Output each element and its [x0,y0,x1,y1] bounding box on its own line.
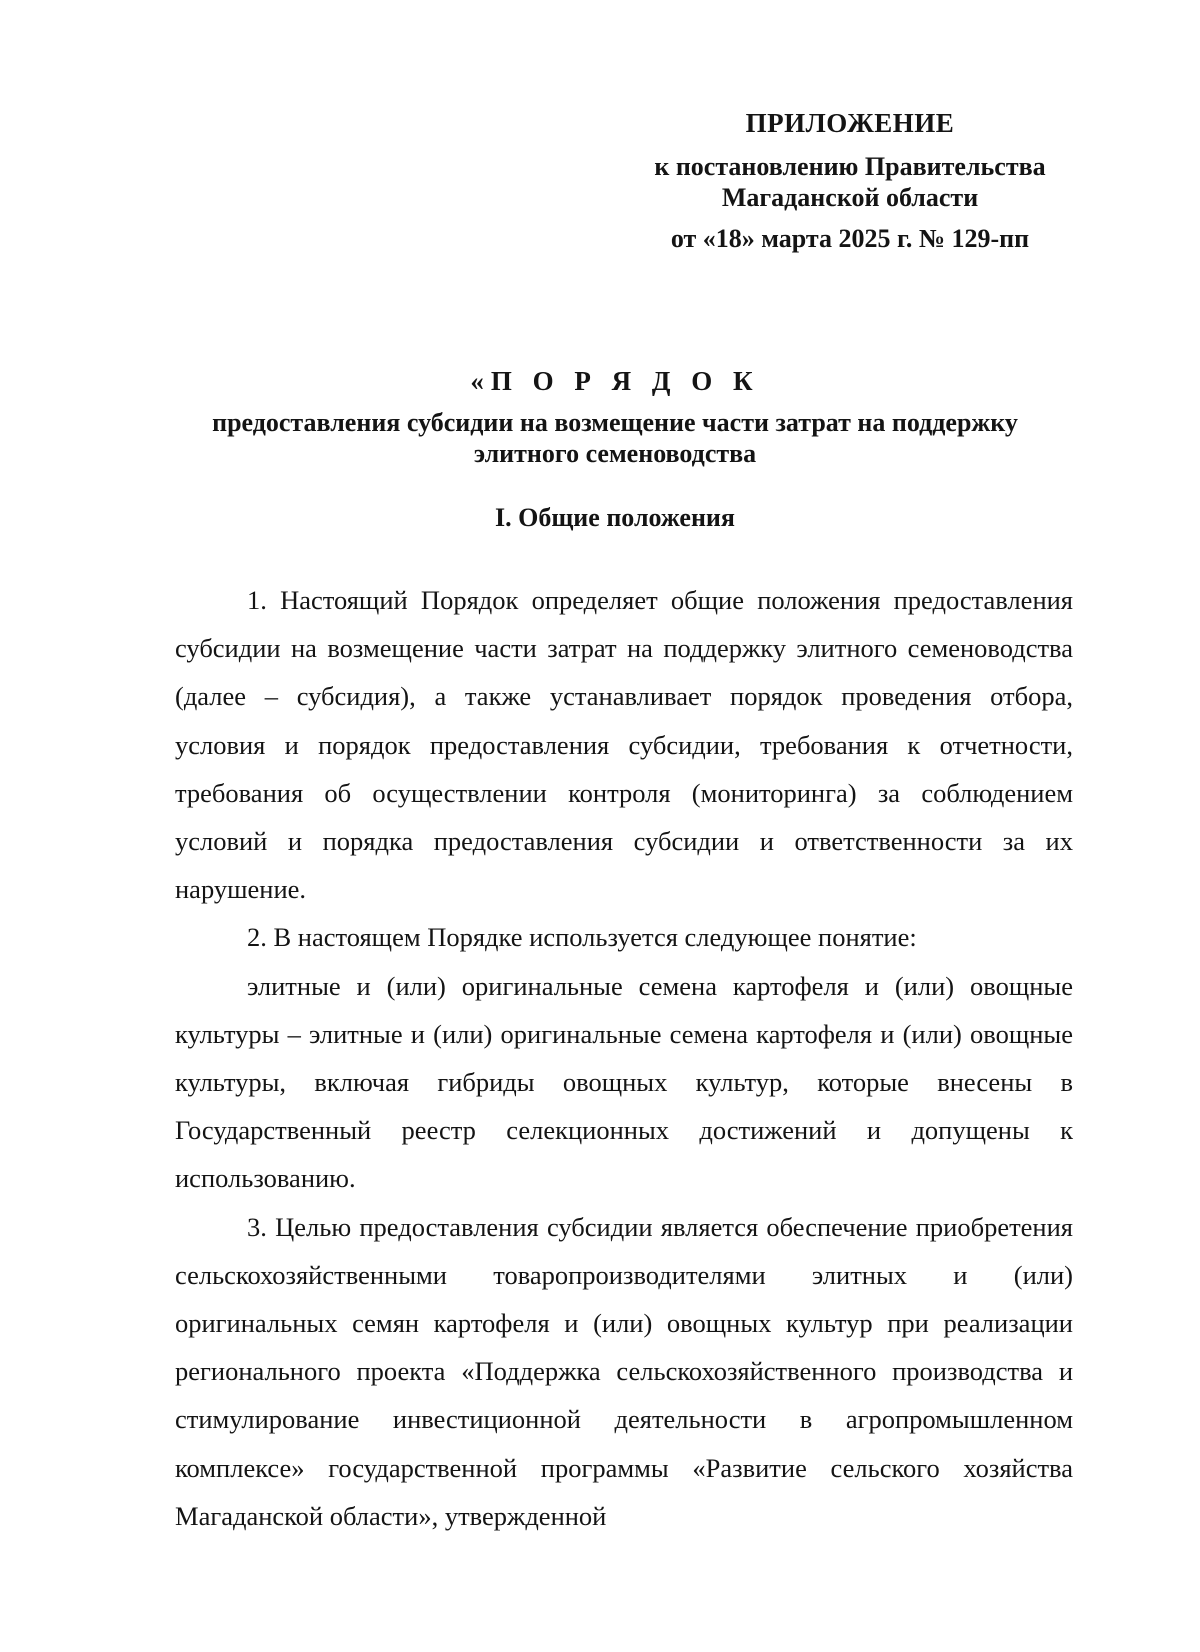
paragraph-4: 3. Целью предоставления субсидии является обеспечение приобретения сельскохозяйственными товаропроизводителями элитных и (или) оригинальных семян картофеля и (или) овощных культур при реализации регионального проекта «Поддержка сельскохозяйственного производства и стимулирование инвестиционной деятельности в агропромышленном комплексе» государственной программы «Развитие сельского хозяйства Магаданской области», утвержденной [175,1211,1073,1531]
appendix-title: ПРИЛОЖЕНИЕ [745,108,955,138]
document-subtitle-line-1: предоставления субсидии на возмещение части затрат на поддержку [212,408,1018,437]
appendix-line-1: к постановлению Правительства [654,152,1046,181]
document-body [175,576,1073,1540]
appendix-header [610,108,1090,254]
appendix-date-line: от «18» марта 2025 г. № 129-пп [670,224,1030,253]
section-title: I. Общие положения [495,503,735,532]
paragraph-2: 2. В настоящем Порядке используется следующее понятие: [247,922,917,953]
document-title-block [150,366,1080,469]
appendix-line-2: Магаданской области [721,183,979,212]
document-title: «П О Р Я Д О К [470,366,760,396]
document-subtitle-line-2: элитного семеноводства [473,439,757,468]
paragraph-3: элитные и (или) оригинальные семена картофеля и (или) овощные культуры – элитные и (или) оригинальные семена картофеля и (или) овощные культуры, включая гибриды овощных культур, которые внесены в Государственный реестр селекционных достижений и допущены к использованию. [175,970,1073,1194]
paragraph-1: 1. Настоящий Порядок определяет общие положения предоставления субсидии на возмещение части затрат на поддержку элитного семеноводства (далее – субсидия), а также устанавливает порядок проведения отбора, условия и порядок предоставления субсидии, требования к отчетности, требования об осуществлении контроля (мониторинга) за соблюдением условий и порядка предоставления субсидии и ответственности за их нарушение. [175,585,1073,905]
